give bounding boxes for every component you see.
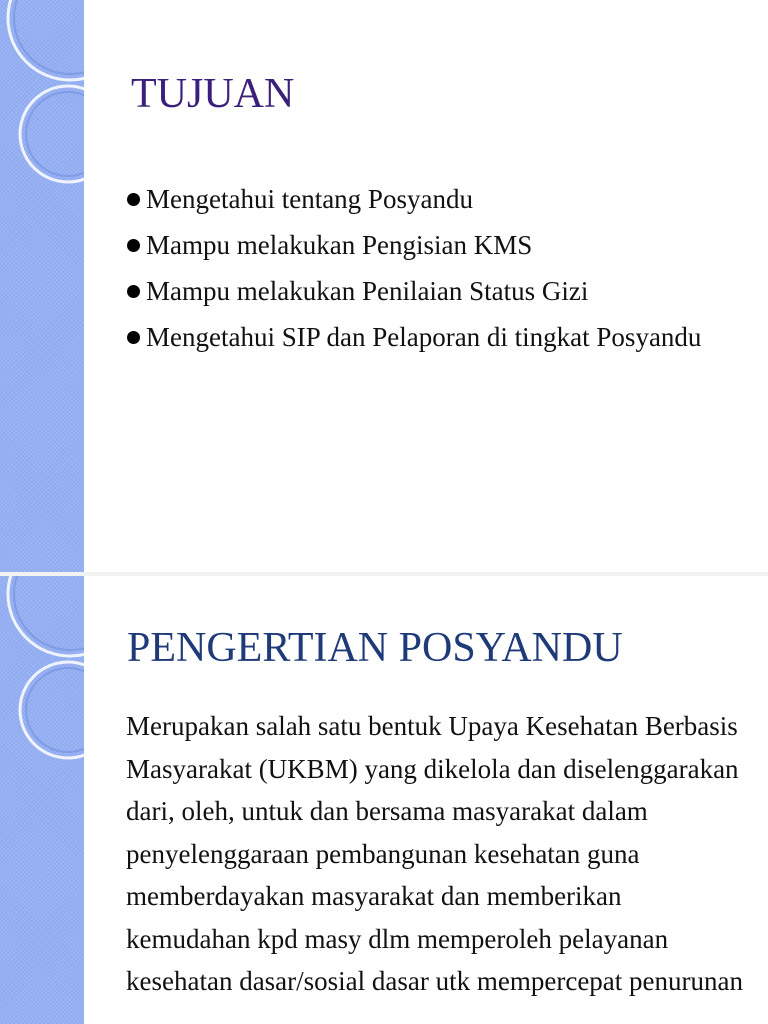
list-item [124,180,724,218]
definition-paragraph: Merupakan salah satu bentuk Upaya Kesehatan Berbasis Masyarakat (UKBM) yang dikelola dan diselenggarakan dari, oleh, untuk dan bersama masyarakat dalam penyelenggaraan pembangunan kesehatan guna memberdayakan masyarakat dan memberikan kemudahan kpd masy dlm memperoleh pelayanan kesehatan dasar/sosial dasar utk mempercepat penurunan [126,711,744,996]
list-item [124,318,724,356]
bullet-text: Mampu melakukan Penilaian Status Gizi [146,276,589,306]
decorative-rings-icon [0,0,84,572]
bullet-text: Mengetahui tentang Posyandu [146,184,473,214]
decorative-rings-icon [0,576,84,1024]
bullet-text: Mengetahui SIP dan Pelaporan di tingkat Posyandu [146,322,702,352]
decorative-side-band [0,576,84,1024]
slide-title: PENGERTIAN POSYANDU [127,625,623,671]
list-item [124,226,724,264]
bullet-dot-icon [127,239,140,252]
bullet-list [124,180,724,364]
bullet-dot-icon [127,193,140,206]
bullet-dot-icon [127,285,140,298]
list-item [124,272,724,310]
slide-title: TUJUAN [131,71,295,117]
bullet-dot-icon [127,331,140,344]
bullet-text: Mampu melakukan Pengisian KMS [146,230,533,260]
decorative-side-band [0,0,84,572]
